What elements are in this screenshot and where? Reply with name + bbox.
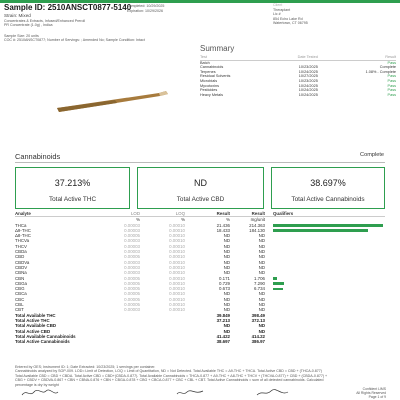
summary-test: Microbials — [200, 78, 218, 83]
summary-test: Heavy Metals — [200, 92, 224, 97]
analyte-result-pct: 0.673 — [219, 286, 230, 292]
analyte-result-pct: ND — [223, 270, 230, 276]
analyte-result-mg: ND — [258, 264, 265, 270]
total-active-cbd-value: ND — [194, 178, 207, 188]
category: Concentrates & Extracts, Infused/Enhanced Preroll — [4, 18, 86, 23]
analyte-result-pct: 0.729 — [219, 280, 230, 286]
analyte-result-mg: 1.706 — [254, 275, 265, 281]
analyte-loq: 0.00010 — [169, 243, 185, 249]
col-analyte: Analyte — [15, 211, 85, 217]
analyte-result-mg: ND — [258, 259, 265, 265]
summary-col-date: Date Tested — [260, 55, 336, 60]
total-result-pct: 38.697 — [216, 339, 230, 345]
result-bar — [273, 277, 277, 280]
analyte-name: THCVa — [15, 238, 30, 244]
analyte-lod: 0.00003 — [124, 270, 140, 276]
client-name: Theraplant — [273, 7, 291, 12]
total-result-pct: ND — [223, 328, 230, 334]
analyte-lod: 0.00003 — [124, 259, 140, 265]
analyte-loq: 0.00010 — [169, 286, 185, 292]
total-active-cannabinoids-label: Total Active Cannabinoids — [291, 196, 365, 203]
summary-date: 10/23/2025 — [298, 65, 318, 70]
divider — [15, 162, 385, 163]
footer-note-2: Cannabinoids analyzed by SOP-009. LOD= Limit of Detection, LOQ = Limit of Quantitation, ND = Not Detected. Total Available THC = Δ9-THC + THCA. Total Active CBD = CBD + (THCA-0.877) — [15, 369, 322, 374]
total-result-pct: 37.213 — [216, 317, 230, 323]
total-active-cannabinoids-value: 38.697% — [310, 178, 346, 188]
cannabinoids-status: Complete — [360, 152, 384, 158]
analyte-name: THCa — [15, 222, 27, 228]
analyte-lod: 0.00003 — [124, 243, 140, 249]
summary-test: Mycotoxins — [200, 83, 219, 88]
result-bar — [273, 224, 383, 227]
analyte-result-mg: 6.734 — [254, 286, 265, 292]
analyte-lod: 0.00005 — [124, 254, 140, 260]
completed-date: Completed: 10/29/2025 — [127, 4, 165, 8]
signature-2 — [175, 389, 205, 397]
analyte-name: THCV — [15, 243, 27, 249]
analyte-loq: 0.00010 — [169, 307, 185, 313]
total-name: Total Active CBD — [15, 328, 51, 334]
analyte-lod: 0.00003 — [124, 238, 140, 244]
analyte-result-pct: ND — [223, 233, 230, 239]
analyte-result-mg: 184.130 — [249, 227, 265, 233]
analyte-lod: 0.00005 — [124, 275, 140, 281]
summary-result: Pass — [387, 83, 396, 88]
total-result-pct: 39.849 — [216, 312, 230, 318]
total-active-thc-value: 37.213% — [54, 178, 91, 188]
total-result-mg: ND — [258, 328, 265, 334]
analyte-name: CBGa — [15, 280, 27, 286]
unit-lod: % — [136, 217, 140, 223]
analyte-loq: 0.00010 — [169, 254, 185, 260]
summary-test: Pesticides — [200, 88, 218, 93]
analyte-loq: 0.00010 — [169, 264, 185, 270]
total-result-mg: 372.13 — [251, 317, 265, 323]
analyte-result-mg: 214.363 — [249, 222, 265, 228]
signature-3 — [255, 389, 290, 397]
col-qualifiers: Qualifiers — [273, 211, 385, 217]
client-block — [273, 3, 308, 26]
total-active-thc-label: Total Active THC — [48, 196, 97, 203]
analyte-loq: 0.00010 — [169, 222, 185, 228]
unit-result-pct: % — [226, 217, 230, 223]
analyte-name: CBN — [15, 275, 25, 281]
total-active-thc-box — [15, 167, 130, 209]
analyte-name: CBL — [15, 302, 24, 308]
analyte-name: CBT — [15, 307, 24, 313]
summary-test: Terpenes — [200, 69, 216, 74]
signature-1 — [20, 389, 60, 397]
cannabinoids-heading: Cannabinoids — [15, 152, 61, 161]
analyte-lod: 0.00003 — [124, 264, 140, 270]
total-result-mg: 414.22 — [251, 333, 265, 339]
analyte-name: Δ9-THC — [15, 227, 31, 233]
analyte-loq: 0.00010 — [169, 249, 185, 255]
analyte-result-mg: ND — [258, 254, 265, 260]
analyte-name: CBDV — [15, 264, 28, 270]
coc-line: COC #: 2510ANSCT0877; Number of Servings: ; Amended No; Sample Condition: Intact — [4, 38, 145, 43]
product-type: PR Concentrate (1.0g) , Indica — [4, 23, 53, 28]
analyte-loq: 0.00010 — [169, 238, 185, 244]
analyte-result-pct: ND — [223, 296, 230, 302]
product-image — [55, 82, 170, 117]
summary-date: 10/27/2025 — [298, 74, 318, 79]
footer-note-1: Entered by OES; Instrument ID: 1; Date Extracted: 10/23/2025; 1 servings per container. — [15, 365, 156, 369]
analyte-name: CBDVa — [15, 259, 30, 265]
total-result-mg: ND — [258, 323, 265, 329]
total-active-cbd-box — [137, 167, 264, 209]
client-address-2: Watertown, CT 06795 — [273, 21, 308, 26]
total-name: Total Active Cannabinoids — [15, 339, 70, 345]
analyte-result-mg: ND — [258, 233, 265, 239]
summary-date: 10/24/2025 — [298, 83, 318, 88]
footer-brand — [356, 388, 386, 399]
summary-col-result: Result — [336, 55, 396, 60]
sample-size: Sample Size: 20 units — [4, 33, 39, 38]
summary-title: Summary — [200, 44, 235, 53]
sample-id: Sample ID: 2510ANSCT0877-5140 — [4, 3, 132, 12]
analyte-name: CBC — [15, 296, 25, 302]
summary-result: Pass — [387, 60, 396, 65]
analyte-result-mg: ND — [258, 243, 265, 249]
summary-date: 10/24/2025 — [298, 88, 318, 93]
analyte-loq: 0.00010 — [169, 280, 185, 286]
summary-test: Batch — [200, 60, 210, 65]
header-dates — [127, 4, 164, 13]
summary-result: Complete — [379, 65, 396, 70]
footer-note-3: Total Available CBD = CBD + CBDA. Total Active CBD = CBD+(CBDA-0.877). Total Available Cannabinoids = THCA-0.877 + Δ9-THC + Δ8-THC + THCV + (THCVA-0.877) + CBD + (CBDA-0.877) + — [15, 373, 328, 378]
summary-date: 10/23/2025 — [298, 78, 318, 83]
analyte-name: CBD — [15, 254, 25, 260]
unit-result-mg: mg/unit — [250, 217, 265, 223]
analyte-loq: 0.00010 — [169, 296, 185, 302]
analyte-result-pct: ND — [223, 238, 230, 244]
result-bar — [273, 229, 368, 232]
analyte-result-pct: 21.436 — [216, 222, 230, 228]
col-result-pct: Result — [185, 211, 230, 217]
analyte-name: Δ8-THC — [15, 233, 31, 239]
total-active-cbd-label: Total Active CBD — [176, 196, 225, 203]
analyte-lod: 0.00003 — [124, 249, 140, 255]
analyte-result-pct: 0.171 — [219, 275, 230, 281]
total-result-mg: 386.97 — [251, 339, 265, 345]
summary-col-test: Test — [200, 55, 260, 60]
header-left — [4, 3, 194, 43]
analyte-result-mg: ND — [258, 238, 265, 244]
analyte-result-mg: 7.290 — [254, 280, 265, 286]
analyte-result-mg: ND — [258, 307, 265, 313]
client-label: Client — [273, 3, 283, 7]
analyte-result-pct: ND — [223, 264, 230, 270]
summary-result: Pass — [387, 78, 396, 83]
analyte-loq: 0.00010 — [169, 291, 185, 297]
analyte-lod: 0.00005 — [124, 302, 140, 308]
all-rights: All Rights Reserved — [356, 390, 386, 395]
analyte-loq: 0.00010 — [169, 259, 185, 265]
page-number: Page 1 of 9 — [368, 394, 386, 399]
analyte-result-pct: ND — [223, 302, 230, 308]
analyte-result-mg: ND — [258, 291, 265, 297]
total-result-mg: 398.49 — [251, 312, 265, 318]
total-row — [15, 339, 385, 344]
analyte-loq: 0.00010 — [169, 227, 185, 233]
summary-row — [200, 93, 396, 98]
total-name: Total Available THC — [15, 312, 56, 318]
col-result-mg: Result — [230, 211, 265, 217]
strain: Strain: Mixed — [4, 13, 31, 18]
summary-date: 10/24/2025 — [298, 69, 318, 74]
analyte-lod: 0.00005 — [124, 291, 140, 297]
expiration-date: Expiration: 10/29/2026 — [127, 8, 163, 13]
total-active-cannabinoids-box — [271, 167, 385, 209]
analyte-result-pct: ND — [223, 291, 230, 297]
unit-loq: % — [181, 217, 185, 223]
analyte-loq: 0.00010 — [169, 233, 185, 239]
analyte-result-pct: ND — [223, 249, 230, 255]
summary-result: Pass — [387, 92, 396, 97]
analyte-name: CBCa — [15, 291, 27, 297]
client-address-1: 854 Echo Lake Rd — [273, 16, 303, 21]
analyte-result-pct: ND — [223, 259, 230, 265]
result-bar — [273, 288, 283, 291]
col-loq: LOQ — [140, 211, 185, 217]
summary-test: Residual Solvents — [200, 74, 231, 79]
analyte-result-mg: ND — [258, 302, 265, 308]
analyte-name: CBDa — [15, 249, 27, 255]
summary-result: Pass — [387, 74, 396, 79]
footer-notes — [15, 365, 385, 387]
col-lod: LOD — [85, 211, 140, 217]
analyte-result-pct: ND — [223, 243, 230, 249]
analyte-result-pct: ND — [223, 254, 230, 260]
footer-note-5: percentage is dry by weight — [15, 382, 59, 387]
analyte-result-pct: ND — [223, 307, 230, 313]
analyte-lod: 0.00005 — [124, 280, 140, 286]
analyte-lod: 0.00005 — [124, 233, 140, 239]
analyte-lod: 0.00003 — [124, 307, 140, 313]
summary-result: Pass — [387, 88, 396, 93]
analyte-lod: 0.00003 — [124, 222, 140, 228]
analyte-name: CBNa — [15, 270, 27, 276]
client-license: Lic # — [273, 12, 281, 17]
footer-signature-strip — [0, 388, 400, 400]
analyte-lod: 0.00003 — [124, 227, 140, 233]
total-result-pct: 41.422 — [216, 333, 230, 339]
result-bar — [273, 282, 284, 285]
summary-table — [200, 55, 396, 97]
analyte-table — [15, 211, 385, 344]
analyte-result-mg: ND — [258, 249, 265, 255]
summary-test: Cannabinoids — [200, 65, 224, 70]
analyte-lod: 0.00005 — [124, 296, 140, 302]
total-name: Total Active THC — [15, 317, 50, 323]
total-name: Total Available Cannabinoids — [15, 333, 76, 339]
confident-lims: Confident LIMS — [362, 387, 386, 391]
analyte-result-mg: ND — [258, 296, 265, 302]
total-result-pct: ND — [223, 323, 230, 329]
analyte-loq: 0.00010 — [169, 275, 185, 281]
summary-date: 10/24/2025 — [298, 92, 318, 97]
analyte-loq: 0.00010 — [169, 302, 185, 308]
analyte-loq: 0.00010 — [169, 270, 185, 276]
analyte-result-mg: ND — [258, 270, 265, 276]
analyte-name: CBG — [15, 286, 25, 292]
total-name: Total Available CBD — [15, 323, 57, 329]
summary-result: 1.08% - Complete — [365, 69, 396, 74]
analyte-lod: 0.00005 — [124, 286, 140, 292]
analyte-result-pct: 18.433 — [216, 227, 230, 233]
footer-note-4: CBG + CBDV + CBDVA-0.867 + CBN + CBNA-0.876 + CBN + CBGA-0.878 + CBG + CBCA-0.877 + CBC + CBL + CBT. Total Active Cannabinoids = sum of all detected cannabinoids. Calculated — [15, 378, 324, 383]
